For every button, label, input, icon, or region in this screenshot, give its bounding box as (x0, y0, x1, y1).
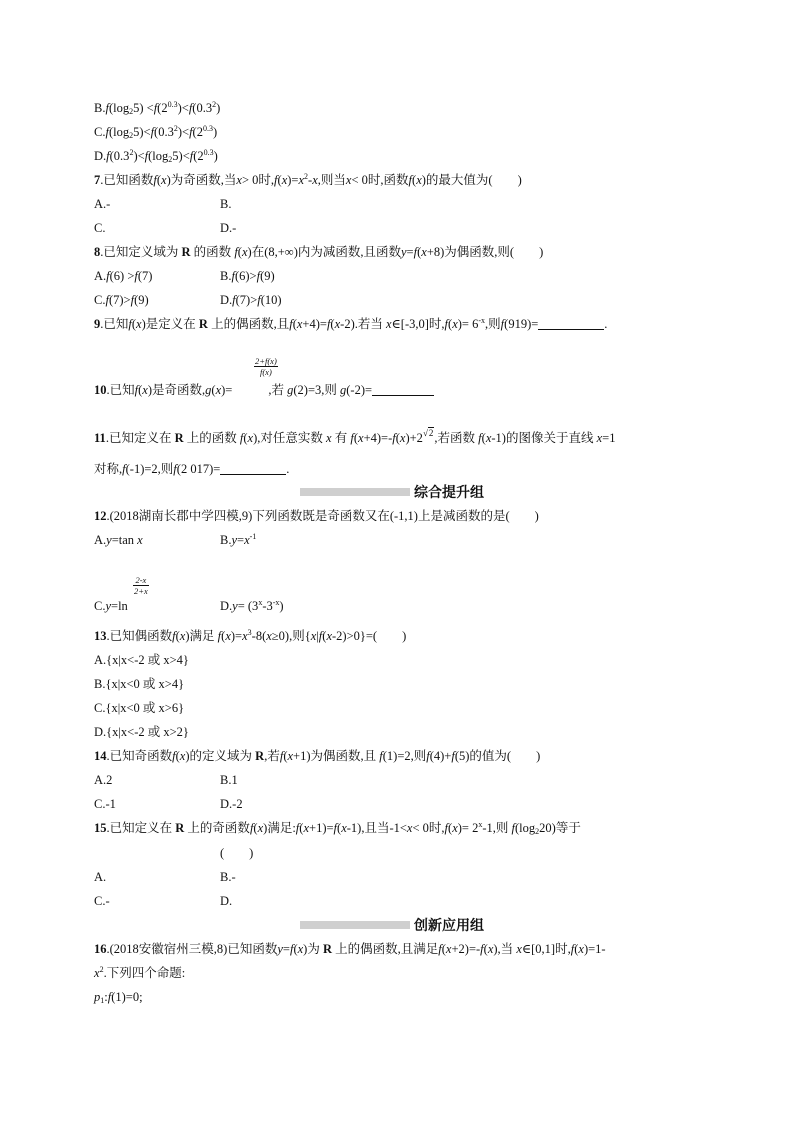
q10-fraction (254, 356, 278, 377)
q10-answer-blank (372, 383, 434, 396)
sqrt-symbol: √2 (422, 428, 434, 438)
q12-fraction-numerator: 2-x (135, 575, 147, 585)
question-16-line-2: $x^2$.下列四个命题: (94, 965, 186, 980)
q12-option-d: $D.y= (3^x-3^{-x})$ (220, 598, 284, 613)
question-13: 13.已知偶函数f(x)满足 $f(x)=x^3-8(x\ge 0)$,则{x|f(x-2)>0}=( ) (94, 628, 407, 643)
q7-option-c: C. (94, 221, 106, 235)
q8-option-c: C.f(7)>f(9) (94, 293, 149, 307)
section-divider-bar (300, 488, 410, 496)
q15-answer-paren: ( ) (220, 846, 254, 860)
q12-option-c: C.y=ln (94, 599, 128, 613)
question-9: 9.已知f(x)是定义在 R 上的偶函数,且f(x+4)=f(x-2).若当 x∈[-3,0]时$,f(x)= 6^{-x}$,则f(919)= . (94, 316, 608, 331)
question-14: 14.已知奇函数f(x)的定义域为 R,若f(x+1)为偶函数,且 f(1)=2,则f(4)+f(5)的值为( ) (94, 749, 541, 763)
q6-option-b: $B.f(\log_25) <f(2^{0.3})<f(0.3^2)$ (94, 100, 221, 116)
q7-option-b: B. (220, 197, 232, 211)
question-10: 10.已知f(x)是奇函数,g(x)= ,若 g(2)=3,则 g(-2)= (94, 382, 434, 398)
q13-option-d: D.{x|x<-2 或 x>2} (94, 725, 189, 739)
question-16: 16.(2018安徽宿州三模,8)已知函数y=f(x)为 R 上的偶函数,且满足f(x+2)=-f(x),当 x∈[0,1]时,f(x)=1- (94, 942, 606, 956)
q13-option-c: C.{x|x<0 或 x>6} (94, 701, 185, 715)
section-divider-bar (300, 921, 410, 929)
section-title-innovation: 创新应用组 (414, 918, 484, 934)
question-11: 11.已知定义在 R 上的函数 f(x),对任意实数 x 有 $f(x+4)=-f(x)+2^{√2}$,若函数 f(x-1)的图像关于直线 x=1 (94, 428, 616, 445)
section-title-comprehensive: 综合提升组 (414, 485, 484, 501)
q8-option-d: D.f(7)>f(10) (220, 293, 282, 307)
q10-fraction-denominator: f(x) (254, 366, 278, 377)
q12-fraction-denominator: 2+x (134, 586, 148, 596)
q16-proposition-p1: $p_1:f(1)=0$; (94, 990, 143, 1005)
q8-option-b: B.f(6)>f(9) (220, 269, 275, 283)
q7-option-a: A.- (94, 197, 111, 211)
q11-answer-blank (220, 462, 286, 475)
q9-answer-blank (538, 317, 604, 330)
q15-option-c: C.- (94, 894, 110, 908)
q14-option-b: B.1 (220, 773, 238, 787)
q15-option-a: A. (94, 870, 107, 884)
question-7: 7.已知函数f(x)为奇函数,当x> 0时$,f(x)=x^2-x$,则当x< 0时,函数f(x)的最大值为( ) (94, 172, 522, 187)
question-15: 15.已知定义在 R 上的奇函数f(x)满足:f(x+1)=f(x-1),且当-1<x< 0时$,f(x)= 2^x-1$,则 $f(\log_220)$等于 (94, 820, 581, 836)
question-8: 8.已知定义域为 R 的函数 f(x)在(8,+∞)内为减函数,且函数y=f(x+8)为偶函数,则( ) (94, 245, 544, 259)
q6-option-c: $C.f(\log_25)<f(0.3^2)<f(2^{0.3})$ (94, 124, 218, 140)
q14-option-c: C.-1 (94, 797, 116, 811)
q10-fraction-numerator: 2+f(x) (255, 356, 277, 366)
q6-option-d: $D.f(0.3^2)<f(\log_25)<f(2^{0.3})$ (94, 148, 218, 164)
q12-fraction (133, 575, 149, 596)
q12-option-a: A.y=tan x (94, 533, 143, 547)
question-12: 12.(2018湖南长郡中学四模,9)下列函数既是奇函数又在(-1,1)上是减函数的是( ) (94, 509, 539, 523)
q14-option-d: D.-2 (220, 797, 243, 811)
q7-option-d: D.- (220, 221, 237, 235)
question-11-line-2: 对称,f(-1)=2,则f(2 017)= . (94, 462, 290, 476)
q13-option-a: A.{x|x<-2 或 x>4} (94, 653, 189, 667)
q15-option-d: D. (220, 894, 233, 908)
q12-option-b: $B.y=x^{-1}$ (220, 532, 257, 547)
q8-option-a: A.f(6) >f(7) (94, 269, 153, 283)
q14-option-a: A.2 (94, 773, 113, 787)
q15-option-b: B.- (220, 870, 236, 884)
q13-option-b: B.{x|x<0 或 x>4} (94, 677, 185, 691)
